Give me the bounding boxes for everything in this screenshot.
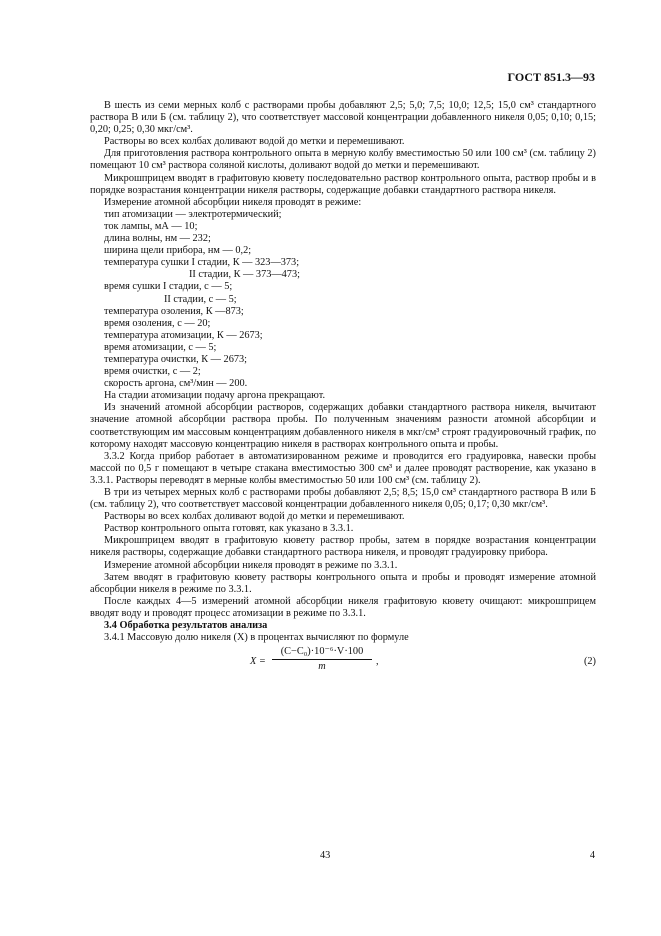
paragraph: 3.3.2 Когда прибор работает в автоматизированном режиме и проводится его градуировка, навески пробы массой по 0,5 г помещают в четыре стакана вместимостью 300 см³ и далее проводят растворение, как указано в 3.3.1. Растворы переводят в мерные колбы вместимостью 50 или 100 см³ (см. таблицу 2). [90, 450, 596, 486]
paragraph: Микрошприцем вводят в графитовую кювету раствор пробы, затем в порядке возрастания концентрации никеля растворы, содержащие добавки стандартного раствора никеля, и проводят градуировку прибора. [90, 535, 596, 559]
formula-2 [90, 646, 596, 680]
mode-item: температура сушки I стадии, К — 323—373; [104, 257, 300, 269]
mode-item: тип атомизации — электротермический; [104, 208, 282, 220]
mode-item: скорость аргона, см³/мин — 200. [104, 378, 248, 390]
mode-item: температура озоления, К —873; [104, 305, 244, 317]
mode-item: II стадии, К — 373—473; [189, 269, 300, 281]
paragraph: Микрошприцем вводят в графитовую кювету последовательно раствор контрольного опыта, раствор пробы и в порядке возрастания концентрации никеля растворы, содержащие добавки стандартного раствора никеля. [90, 172, 596, 196]
paragraph: В шесть из семи мерных колб с растворами пробы добавляют 2,5; 5,0; 7,5; 10,0; 12,5; 15,0 см³ стандартного раствора В или Б (см. таблицу 2), что соответствует массовой концентрации добавленного никеля 0,05; 0,10; 0,15; 0,20; 0,25; 0,30 мкг/см³. [90, 100, 596, 136]
formula-comma: , [376, 656, 379, 668]
paragraph: Измерение атомной абсорбции никеля проводят в режиме по 3.3.1. [104, 559, 398, 571]
paragraph: Растворы во всех колбах доливают водой до метки и перемешивают. [104, 511, 405, 523]
mode-item: время сушки I стадии, с — 5; [104, 281, 233, 293]
mode-item: II стадии, с — 5; [164, 293, 237, 305]
formula-number: (2) [583, 656, 596, 668]
mode-item: время озоления, с — 20; [104, 317, 211, 329]
paragraph: Из значений атомной абсорбции растворов, содержащих добавки стандартного раствора никеля, вычитают значение атомной абсорбции раствора пробы. По полученным значениям разности атомной абсорбции и соответствующим им массовым концентрациям добавленного никеля в мкг/см³ строят градуировочный график, по которому находят массовую концентрацию никеля в растворах контрольного опыта и пробы. [90, 402, 596, 450]
document-body [90, 100, 596, 680]
paragraph: На стадии атомизации подачу аргона прекращают. [104, 390, 326, 402]
paragraph: Затем вводят в графитовую кювету растворы контрольного опыта и пробы и проводят измерение атомной абсорбции никеля в режиме по 3.3.1. [90, 571, 596, 595]
document-header-standard: ГОСТ 851.3—93 [507, 70, 595, 84]
mode-item: время атомизации, с — 5; [104, 341, 217, 353]
mode-item: температура очистки, К — 2673; [104, 353, 247, 365]
section-heading-text: 3.4 Обработка результатов анализа [104, 620, 268, 632]
mode-item: длина волны, нм — 232; [104, 233, 211, 245]
page-number: 43 [320, 850, 331, 861]
mode-item: время очистки, с — 2; [104, 366, 201, 378]
paragraph: Растворы во всех колбах доливают водой до метки и перемешивают. [104, 136, 405, 148]
sheet-number: 4 [589, 850, 595, 861]
mode-item: ширина щели прибора, нм — 0,2; [104, 245, 252, 257]
paragraph: Для приготовления раствора контрольного опыта в мерную колбу вместимостью 50 или 100 см³ (см. таблицу 2) помещают 10 см³ раствора соляной кислоты, доливают водой до метки и перемешивают. [90, 148, 596, 172]
paragraph: После каждых 4—5 измерений атомной абсорбции никеля графитовую кювету очищают: микрошприцем вводят воду и проводят процесс атомизации в режиме по 3.3.1. [90, 595, 596, 619]
paragraph: 3.4.1 Массовую долю никеля (X) в процентах вычисляют по формуле [104, 632, 409, 644]
paragraph: Раствор контрольного опыта готовят, как указано в 3.3.1. [104, 523, 354, 535]
mode-item: ток лампы, мА — 10; [104, 220, 198, 232]
paragraph: Измерение атомной абсорбции никеля проводят в режиме: [104, 196, 362, 208]
mode-parameters-list [90, 209, 596, 390]
section-heading [90, 620, 596, 632]
formula-lhs: X = [250, 656, 266, 668]
formula-denominator: m [318, 661, 326, 673]
formula-fraction [272, 646, 372, 673]
mode-item: температура атомизации, К — 2673; [104, 329, 263, 341]
formula-numerator: (C−C₀)·10⁻⁶·V·100 [272, 646, 372, 660]
paragraph: В три из четырех мерных колб с растворами пробы добавляют 2,5; 8,5; 15,0 см³ стандартного раствора В или Б (см. таблицу 2), что соответствует массовой концентрации добавленного никеля 0,05; 0,17; 0,30 мкг/см³. [90, 487, 596, 511]
